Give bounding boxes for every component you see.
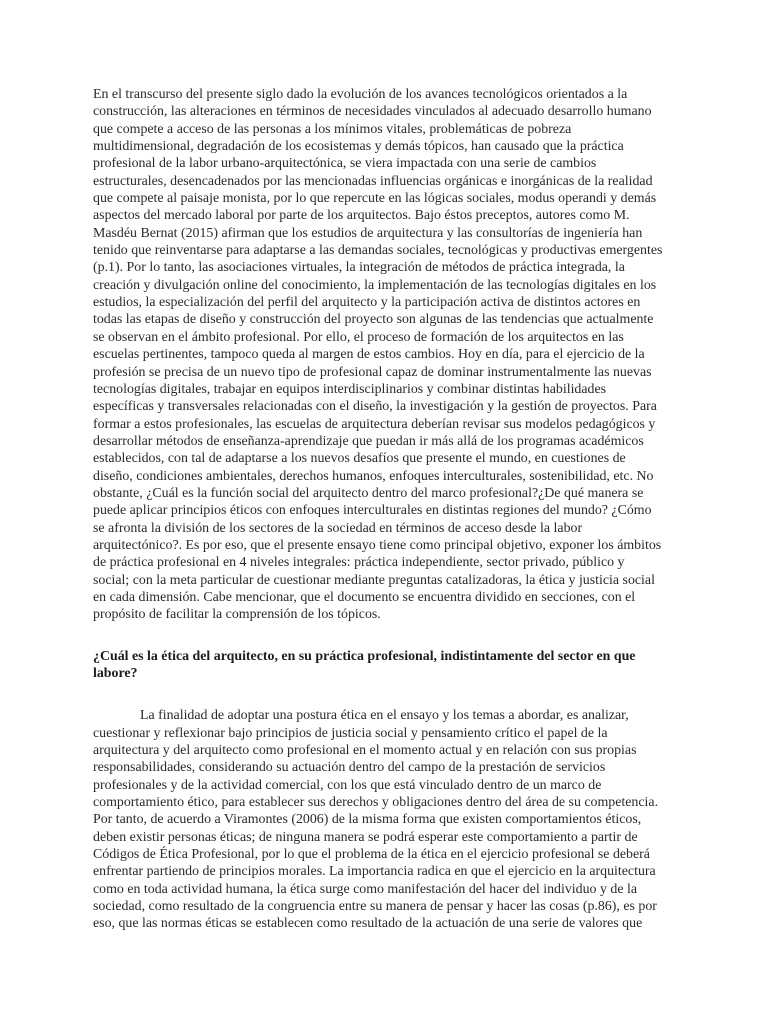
text-line: de práctica profesional en 4 niveles integrales: práctica independiente, sector privado, público y xyxy=(93,555,625,571)
text-line: establecidos, con tal de adaptarse a los nuevos desafíos que presente el mundo, en cuestiones de xyxy=(93,451,626,467)
text-line: arquitectura y del arquitecto como profesional en el momento actual y en relación con sus propias xyxy=(93,743,637,759)
text-line: En el transcurso del presente siglo dado la evolución de los avances tecnológicos orientados a la xyxy=(93,87,628,102)
text-line: eso, que las normas éticas se establecen como resultado de la actuación de una serie de valores que xyxy=(93,916,643,932)
text-line: propósito de facilitar la comprensión de los tópicos. xyxy=(93,607,381,623)
text-line: obstante, ¿Cuál es la función social del arquitecto dentro del marco profesional?¿De qué manera se xyxy=(93,485,644,501)
text-line: Códigos de Ética Profesional, por lo que el problema de la ética en el ejercicio profesional se deberá xyxy=(93,847,650,863)
text-line: estructurales, desencadenados por las mencionadas influencias orgánicas e inorgánicas de la realidad xyxy=(93,173,653,189)
text-line: Por tanto, de acuerdo a Viramontes (2006) de la misma forma que existen comportamientos éticos, xyxy=(93,812,642,828)
text-line: sociedad, como resultado de la congruencia entre su manera de pensar y hacer las cosas (p.86), es por xyxy=(93,899,657,915)
text-line: multidimensional, degradación de los ecosistemas y demás tópicos, han causado que la práctica xyxy=(93,139,624,155)
text-line: Masdéu Bernat (2015) afirman que los estudios de arquitectura y las consultorías de ingeniería han xyxy=(93,225,643,241)
text-line: profesionales y de la actividad comercial, con los que está vinculado dentro de un marco de xyxy=(93,777,602,793)
text-line: puede aplicar principios éticos con enfoques interculturales en distintas regiones del mundo? ¿Cómo xyxy=(93,503,652,519)
text-line: desarrollar métodos de enseñanza-aprendizaje que puedan ir más allá de los programas académicos xyxy=(93,433,644,449)
text-line: social; con la meta particular de cuestionar mediante preguntas catalizadoras, la ética y justicia social xyxy=(93,572,655,588)
text-line: diseño, condiciones ambientales, derechos humanos, enfoques interculturales, sostenibilidad, etc. No xyxy=(93,468,654,484)
text-line: formar a estos profesionales, las escuelas de arquitectura deberían revisar sus modelos pedagógicos y xyxy=(93,416,656,432)
text-line: deben existir personas éticas; de ninguna manera se podrá esperar este comportamiento a partir de xyxy=(93,829,638,845)
text-line: todas las etapas de diseño y construcción del proyecto son algunas de las tendencias que actualmente xyxy=(93,312,654,328)
text-line: estudios, la especialización del perfil del arquitecto y la participación activa de distintos actores en xyxy=(93,295,641,311)
text-line: se observan en el ámbito profesional. Por ello, el proceso de formación de los arquitectos en las xyxy=(93,329,624,345)
text-line: que compete a acceso de las personas a los mínimos vitales, problemáticas de pobreza xyxy=(93,121,572,137)
text-line: (p.1). Por lo tanto, las asociaciones virtuales, la integración de métodos de práctica integrada, la xyxy=(93,260,625,276)
text-line: aspectos del mercado laboral por parte de los arquitectos. Bajo éstos preceptos, autores como M. xyxy=(93,208,630,224)
text-line: arquitectónico?. Es por eso, que el presente ensayo tiene como principal objetivo, exponer los ámbitos xyxy=(93,537,662,553)
text-line: La finalidad de adoptar una postura ética en el ensayo y los temas a abordar, es analizar, xyxy=(140,708,629,724)
intro-paragraph xyxy=(93,86,677,624)
text-line: como en toda actividad humana, la ética surge como manifestación del hacer del individuo y de la xyxy=(93,881,637,897)
text-line: profesión se precisa de un nuevo tipo de profesional capaz de dominar instrumentalmente las nuevas xyxy=(93,364,652,380)
section-paragraph xyxy=(93,707,677,932)
text-line: tecnologías digitales, trabajar en equipos interdisciplinarios y combinar distintas habilidades xyxy=(93,381,607,397)
text-line: profesional de la labor urbano-arquitectónica, se viera impactada con una serie de cambios xyxy=(93,156,597,172)
text-line: escuelas pertinentes, tampoco queda al margen de estos cambios. Hoy en día, para el ejercicio de la xyxy=(93,347,645,363)
text-line: en cada dimensión. Cabe mencionar, que el documento se encuentra dividido en secciones, con el xyxy=(93,589,636,605)
text-line: creación y divulgación online del conocimiento, la implementación de las tecnologías digitales en los xyxy=(93,277,657,293)
text-line: responsabilidades, considerando su actuación dentro del campo de la prestación de servicios xyxy=(93,760,606,776)
document-page xyxy=(93,86,677,933)
heading-line: labore? xyxy=(93,666,138,681)
heading-line: ¿Cuál es la ética del arquitecto, en su práctica profesional, indistintamente del sector en que xyxy=(93,648,636,664)
text-line: específicas y transversales relacionadas con el diseño, la investigación y la gestión de proyectos. Para xyxy=(93,399,657,415)
section-heading xyxy=(93,648,677,683)
text-line: se afronta la división de los sectores de la sociedad en términos de acceso desde la labor xyxy=(93,520,583,536)
text-line: cuestionar y reflexionar bajo principios de justicia social y pensamiento crítico el papel de la xyxy=(93,725,608,741)
text-line: construcción, las alteraciones en términos de necesidades vinculados al adecuado desarrollo humano xyxy=(93,104,652,120)
text-line: tenido que reinventarse para adaptarse a las demandas sociales, tecnológicas y productivas emergentes xyxy=(93,243,663,259)
text-line: comportamiento ético, para establecer sus derechos y obligaciones dentro del área de su competencia. xyxy=(93,795,659,811)
text-line: enfrentar partiendo de principios morales. La importancia radica en que el ejercicio en la arquitectura xyxy=(93,864,656,880)
text-line: que compete al paisaje monista, por lo que repercute en las lógicas sociales, modus operandi y demás xyxy=(93,191,657,207)
